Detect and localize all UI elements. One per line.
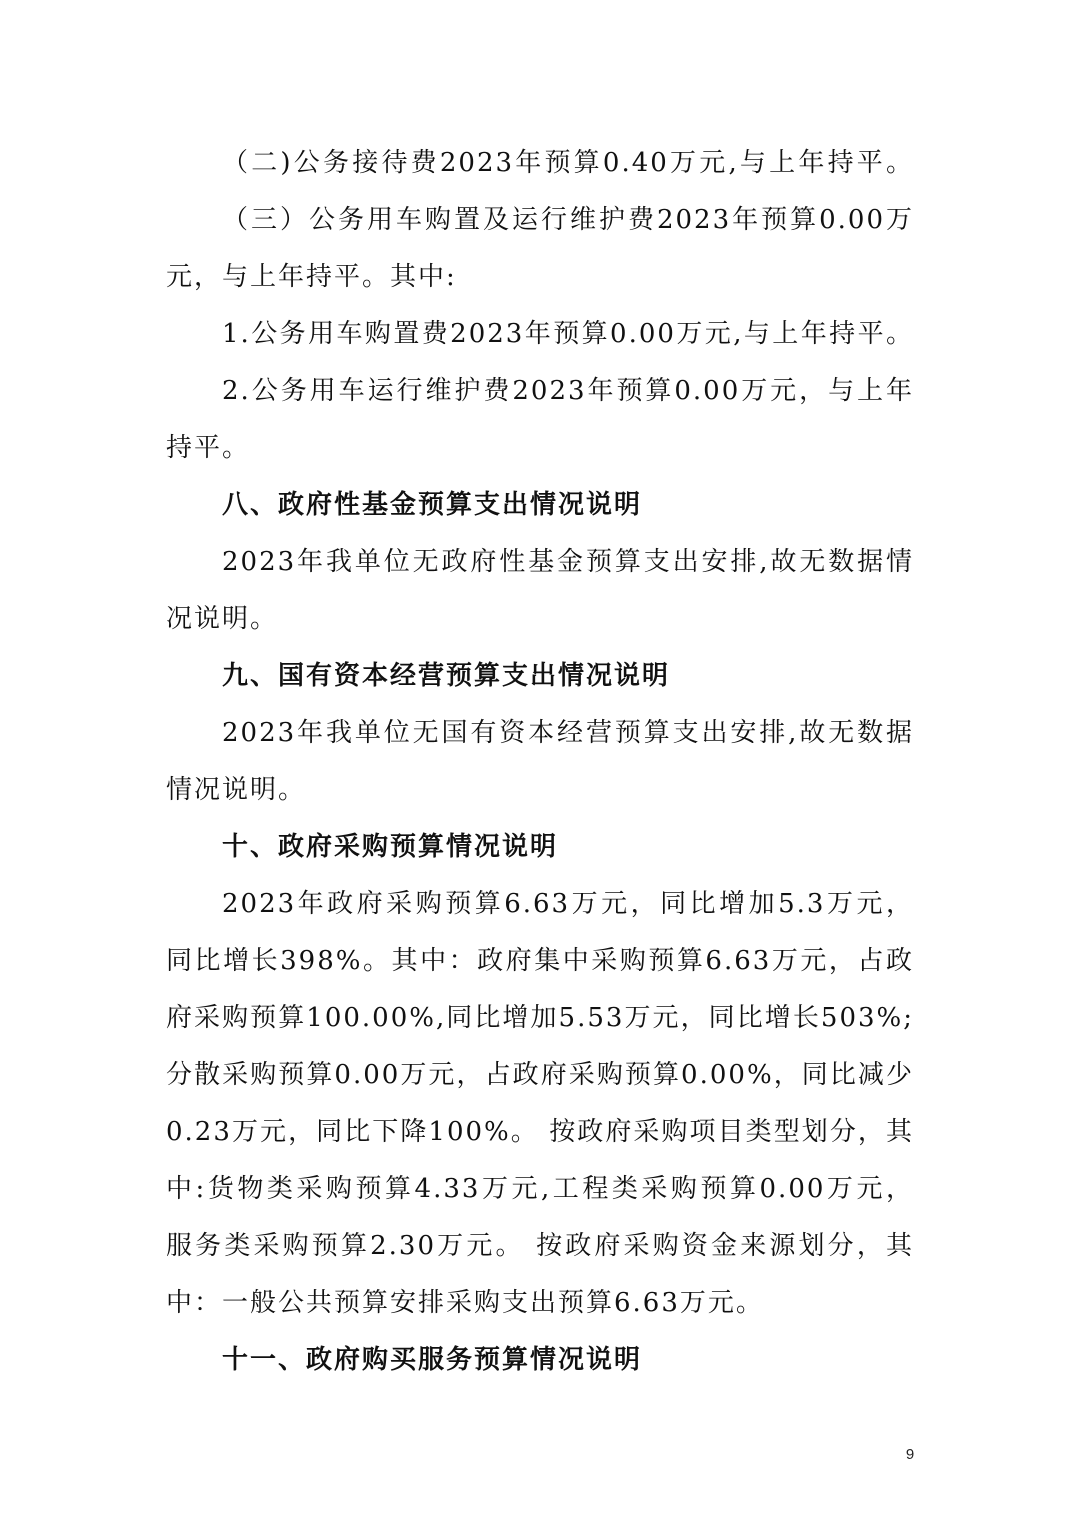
paragraph-line: 0.23万元，同比下降100%。 按政府采购项目类型划分，其 — [166, 1117, 914, 1147]
section-heading: 九、国有资本经营预算支出情况说明 — [222, 661, 671, 691]
section-heading: 八、政府性基金预算支出情况说明 — [222, 490, 643, 520]
paragraph-line: 1.公务用车购置费2023年预算0.00万元,与上年持平。 — [222, 319, 914, 349]
paragraph-line: 分散采购预算0.00万元，占政府采购预算0.00%，同比减少 — [166, 1060, 914, 1090]
section-heading: 十、政府采购预算情况说明 — [222, 832, 559, 862]
paragraph-line: 同比增长398%。其中：政府集中采购预算6.63万元，占政 — [166, 946, 914, 976]
paragraph-line: 中：一般公共预算安排采购支出预算6.63万元。 — [166, 1288, 764, 1318]
paragraph-line: 府采购预算100.00%,同比增加5.53万元，同比增长503%; — [166, 1003, 914, 1033]
paragraph-line: 中:货物类采购预算4.33万元,工程类采购预算0.00万元， — [166, 1174, 914, 1204]
paragraph-line: （二)公务接待费2023年预算0.40万元,与上年持平。 — [222, 148, 914, 178]
paragraph-line: （三）公务用车购置及运行维护费2023年预算0.00万 — [222, 205, 914, 235]
page-number: 9 — [905, 1446, 915, 1463]
paragraph-line: 服务类采购预算2.30万元。 按政府采购资金来源划分，其 — [166, 1231, 914, 1261]
paragraph-line: 2.公务用车运行维护费2023年预算0.00万元，与上年 — [222, 376, 914, 406]
section-heading: 十一、政府购买服务预算情况说明 — [222, 1345, 643, 1375]
paragraph-line: 情况说明。 — [166, 775, 307, 805]
document-body — [166, 135, 914, 1389]
paragraph-line: 2023年我单位无政府性基金预算支出安排,故无数据情 — [222, 547, 914, 577]
paragraph-line: 况说明。 — [166, 604, 279, 634]
paragraph-line: 2023年我单位无国有资本经营预算支出安排,故无数据 — [222, 718, 914, 748]
paragraph-line: 2023年政府采购预算6.63万元，同比增加5.3万元， — [222, 889, 914, 919]
paragraph-line: 元，与上年持平。其中: — [166, 262, 457, 292]
paragraph-line: 持平。 — [166, 433, 251, 463]
